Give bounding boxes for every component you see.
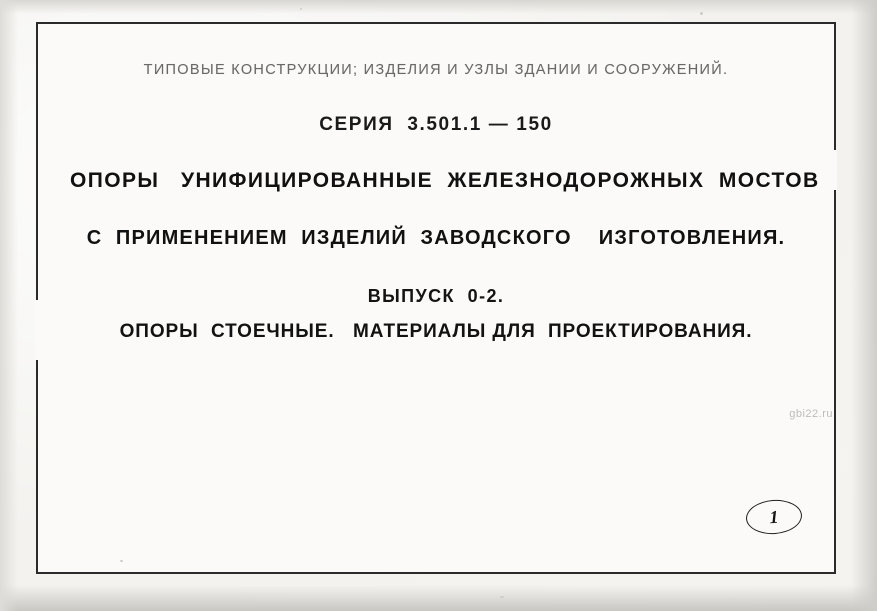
scan-edge-shadow-right (851, 0, 877, 611)
scan-edge-shadow-left (0, 0, 18, 611)
scan-speck (500, 596, 504, 598)
page-number-mark (746, 500, 804, 542)
document-category-heading: ТИПОВЫЕ КОНСТРУКЦИИ; ИЗДЕЛИЯ И УЗЛЫ ЗДАНИИ И СООРУЖЕНИЙ. (143, 62, 729, 78)
scan-speck (300, 8, 302, 10)
page-number-value: 1 (768, 506, 780, 528)
scan-speck (120, 560, 123, 562)
document-title-line-1: ОПОРЫ УНИФИЦИРОВАННЫЕ ЖЕЛЕЗНОДОРОЖНЫХ МОСТОВ (70, 169, 820, 192)
issue-number: ВЫПУСК 0-2. (367, 286, 505, 306)
document-subtitle: ОПОРЫ СТОЕЧНЫЕ. МАТЕРИАЛЫ ДЛЯ ПРОЕКТИРОВАНИЯ. (119, 321, 753, 342)
scan-speck (700, 12, 703, 15)
title-block (36, 22, 836, 574)
watermark-text: gbi22.ru (789, 408, 833, 420)
scan-edge-shadow-bottom (0, 585, 877, 611)
scan-edge-shadow-top (0, 0, 877, 14)
series-number: СЕРИЯ 3.501.1 — 150 (319, 114, 553, 135)
document-title-line-2: С ПРИМЕНЕНИЕМ ИЗДЕЛИЙ ЗАВОДСКОГО ИЗГОТОВЛЕНИЯ. (86, 227, 786, 249)
